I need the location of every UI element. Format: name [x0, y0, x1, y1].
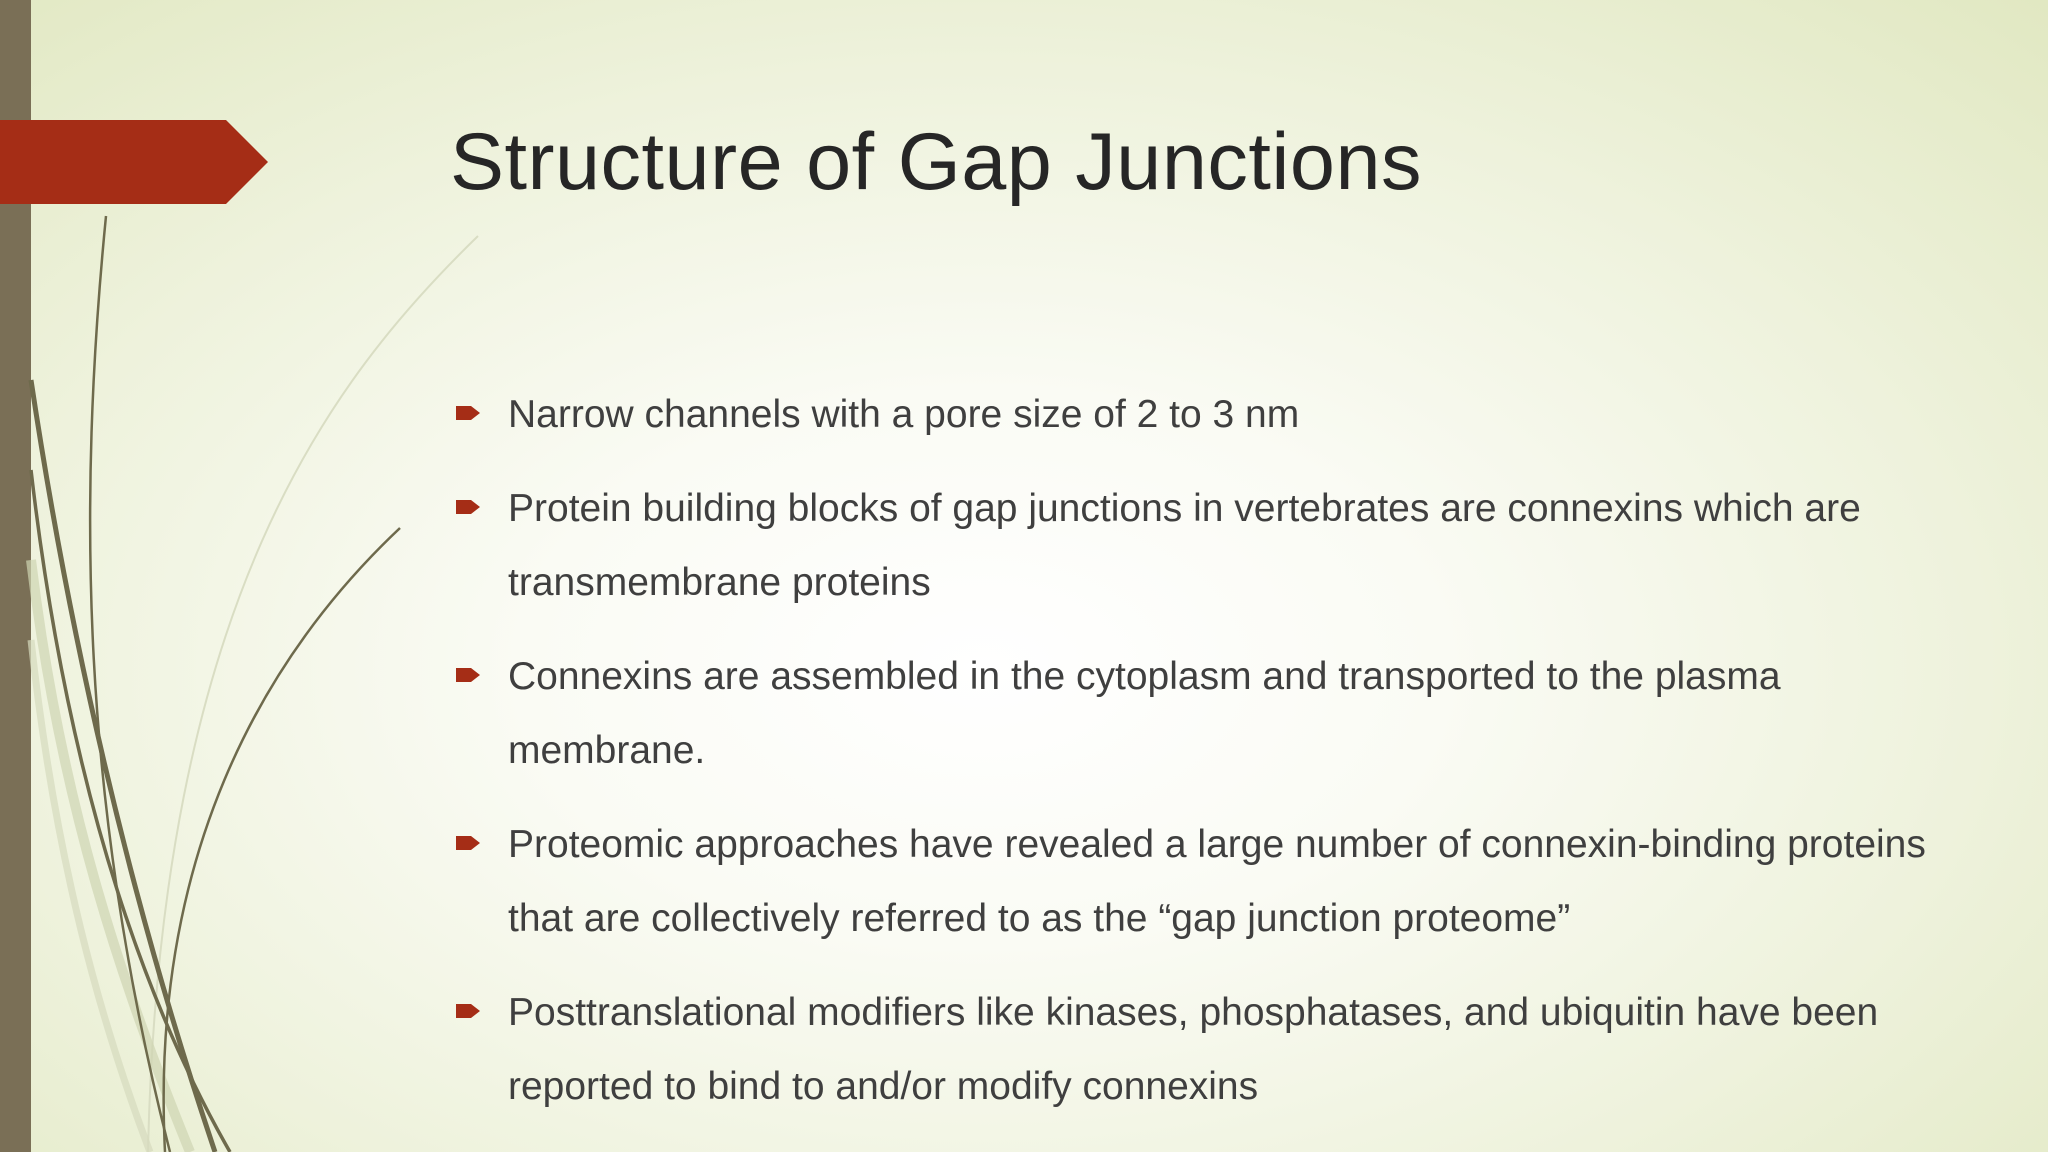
bullet-item	[450, 472, 1950, 620]
bullet-item	[450, 808, 1950, 956]
bullet-text: Posttranslational modifiers like kinases, phosphatases, and ubiquitin have been reported to bind to and/or modify connexins	[508, 991, 1879, 1108]
title-arrow-icon	[0, 120, 268, 204]
arrow-bullet-icon	[454, 403, 482, 423]
bullet-list	[450, 378, 1950, 1144]
arrow-bullet-icon	[454, 1001, 482, 1021]
arrow-bullet-icon	[454, 665, 482, 685]
bullet-text: Protein building blocks of gap junctions in vertebrates are connexins which are transmembrane proteins	[508, 487, 1861, 604]
slide-title: Structure of Gap Junctions	[450, 117, 1422, 207]
arrow-bullet-icon	[454, 833, 482, 853]
bullet-text: Narrow channels with a pore size of 2 to 3 nm	[508, 393, 1300, 436]
bullet-item	[450, 378, 1950, 452]
bullet-item	[450, 976, 1950, 1124]
bullet-text: Connexins are assembled in the cytoplasm and transported to the plasma membrane.	[508, 655, 1781, 772]
bullet-item	[450, 640, 1950, 788]
arrow-bullet-icon	[454, 497, 482, 517]
bullet-text: Proteomic approaches have revealed a large number of connexin-binding proteins that are collectively referred to as the “gap junction proteome”	[508, 823, 1926, 940]
